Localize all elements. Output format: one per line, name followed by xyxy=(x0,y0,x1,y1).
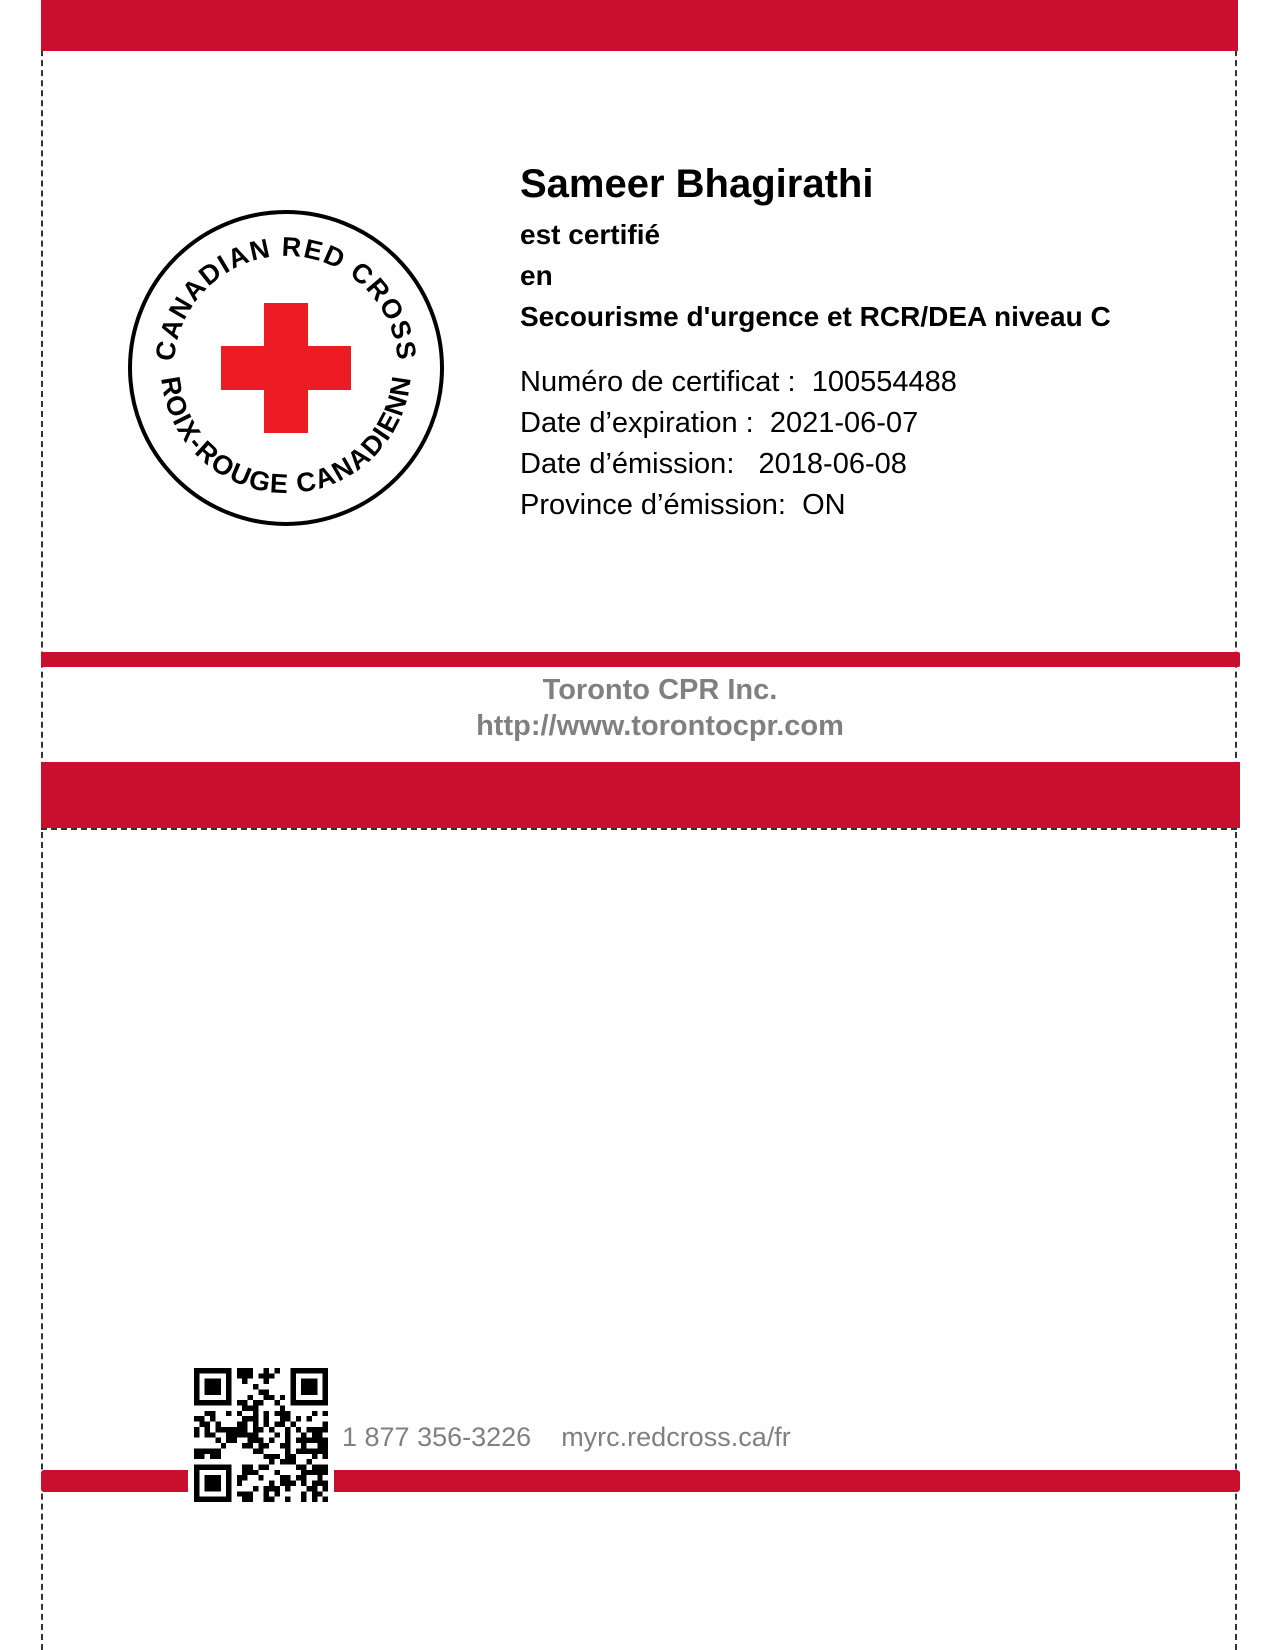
red-cross-icon xyxy=(127,209,445,527)
logo-text-bottom: ROIX-ROUGE CANADIENN xyxy=(155,373,418,500)
course-name: Secourisme d'urgence et RCR/DEA niveau C xyxy=(520,301,1111,332)
certificate-number-row xyxy=(520,362,1220,403)
qr-code-matrix xyxy=(194,1368,328,1502)
cut-line-middle xyxy=(41,828,1237,830)
in-label: en xyxy=(520,260,553,291)
provider-url[interactable]: http://www.torontocpr.com xyxy=(476,710,844,742)
certificate-fields xyxy=(520,362,1220,526)
issue-date-row xyxy=(520,444,1220,485)
certificate-details xyxy=(520,160,1220,526)
top-red-band xyxy=(41,0,1238,51)
qr-code-icon xyxy=(188,1362,334,1508)
certificate-number: 100554488 xyxy=(811,366,957,398)
field-label: Date d’émission: xyxy=(520,448,759,480)
red-cross-logo xyxy=(127,209,445,527)
support-phone: 1 877 356-3226 xyxy=(342,1422,532,1452)
field-label: Numéro de certificat : xyxy=(520,366,812,398)
certificate-holder-name: Sameer Bhagirathi xyxy=(520,162,874,206)
certified-label: est certifié xyxy=(520,219,661,250)
logo-text-top: CANADIAN RED CROSS xyxy=(149,231,423,363)
divider-red-band xyxy=(41,652,1240,667)
issue-date: 2018-06-08 xyxy=(758,448,907,480)
field-label: Date d’expiration : xyxy=(520,407,770,439)
issue-province: ON xyxy=(802,489,846,521)
expiry-date: 2021-06-07 xyxy=(769,407,919,439)
issue-province-row xyxy=(520,485,1220,526)
bottom-red-band xyxy=(41,762,1240,828)
expiry-date-row xyxy=(520,403,1220,444)
contact-line xyxy=(342,1422,791,1453)
support-website[interactable]: myrc.redcross.ca/fr xyxy=(561,1422,791,1452)
field-label: Province d’émission: xyxy=(520,489,803,521)
provider-name: Toronto CPR Inc. xyxy=(542,674,778,706)
